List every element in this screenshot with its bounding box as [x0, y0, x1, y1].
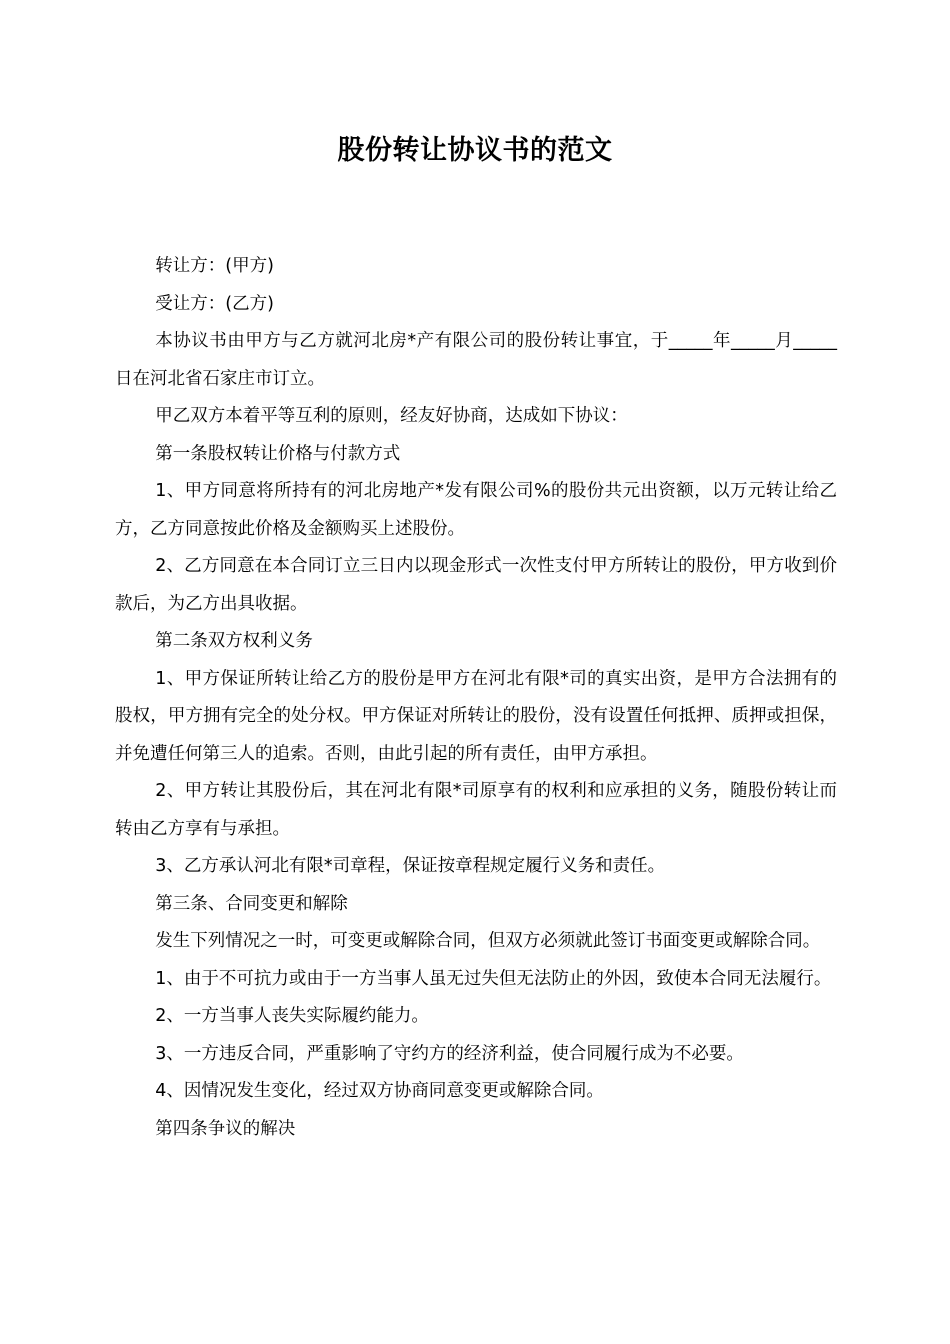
article-3-clause-3: 3、一方违反合同，严重影响了守约方的经济利益，使合同履行成为不必要。: [155, 1043, 744, 1064]
agreement-intro: 本协议书由甲方与乙方就河北房*产有限公司的股份转让事宜，于_____年_____月_____日在河北省石家庄市订立。: [115, 331, 837, 389]
article-3-intro: 发生下列情况之一时，可变更或解除合同，但双方必须就此签订书面变更或解除合同。: [155, 931, 821, 951]
article-1-heading: 第一条股权转让价格与付款方式: [155, 443, 401, 464]
article-2-clause-1: 1、甲方保证所转让给乙方的股份是甲方在河北有限*司的真实出资，是甲方合法拥有的股权，甲方拥有完全的处分权。甲方保证对所转让的股份，没有设置任何抵押、质押或担保，并免遭任何第三人的追索。否则，由此引起的所有责任，由甲方承担。: [115, 668, 837, 764]
article-4-heading: 第四条争议的解决: [155, 1118, 296, 1139]
document-body: [115, 248, 837, 1148]
article-1-clause-2: 2、乙方同意在本合同订立三日内以现金形式一次性支付甲方所转让的股份，甲方收到价款后，为乙方出具收据。: [115, 556, 837, 614]
article-3-clause-1: 1、由于不可抗力或由于一方当事人虽无过失但无法防止的外因，致使本合同无法履行。: [155, 968, 832, 989]
article-2-clause-2: 2、甲方转让其股份后，其在河北有限*司原享有的权利和应承担的义务，随股份转让而转由乙方享有与承担。: [115, 781, 837, 839]
article-3-clause-4: 4、因情况发生变化，经过双方协商同意变更或解除合同。: [155, 1081, 604, 1101]
article-2-clause-3: 3、乙方承认河北有限*司章程，保证按章程规定履行义务和责任。: [155, 856, 666, 876]
article-3-heading: 第三条、合同变更和解除: [155, 893, 348, 914]
document-title: 股份转让协议书的范文: [337, 135, 613, 166]
article-1-clause-1: 1、甲方同意将所持有的河北房地产*发有限公司%的股份共元出资额，以万元转让给乙方，乙方同意按此价格及金额购买上述股份。: [115, 481, 837, 539]
article-2-heading: 第二条双方权利义务: [155, 631, 313, 651]
article-3-clause-2: 2、一方当事人丧失实际履约能力。: [155, 1006, 429, 1026]
party-transferee: 受让方：(乙方): [155, 293, 274, 314]
party-transferor: 转让方：(甲方): [155, 256, 274, 276]
agreement-preamble: 甲乙双方本着平等互利的原则，经友好协商，达成如下协议：: [155, 406, 628, 426]
